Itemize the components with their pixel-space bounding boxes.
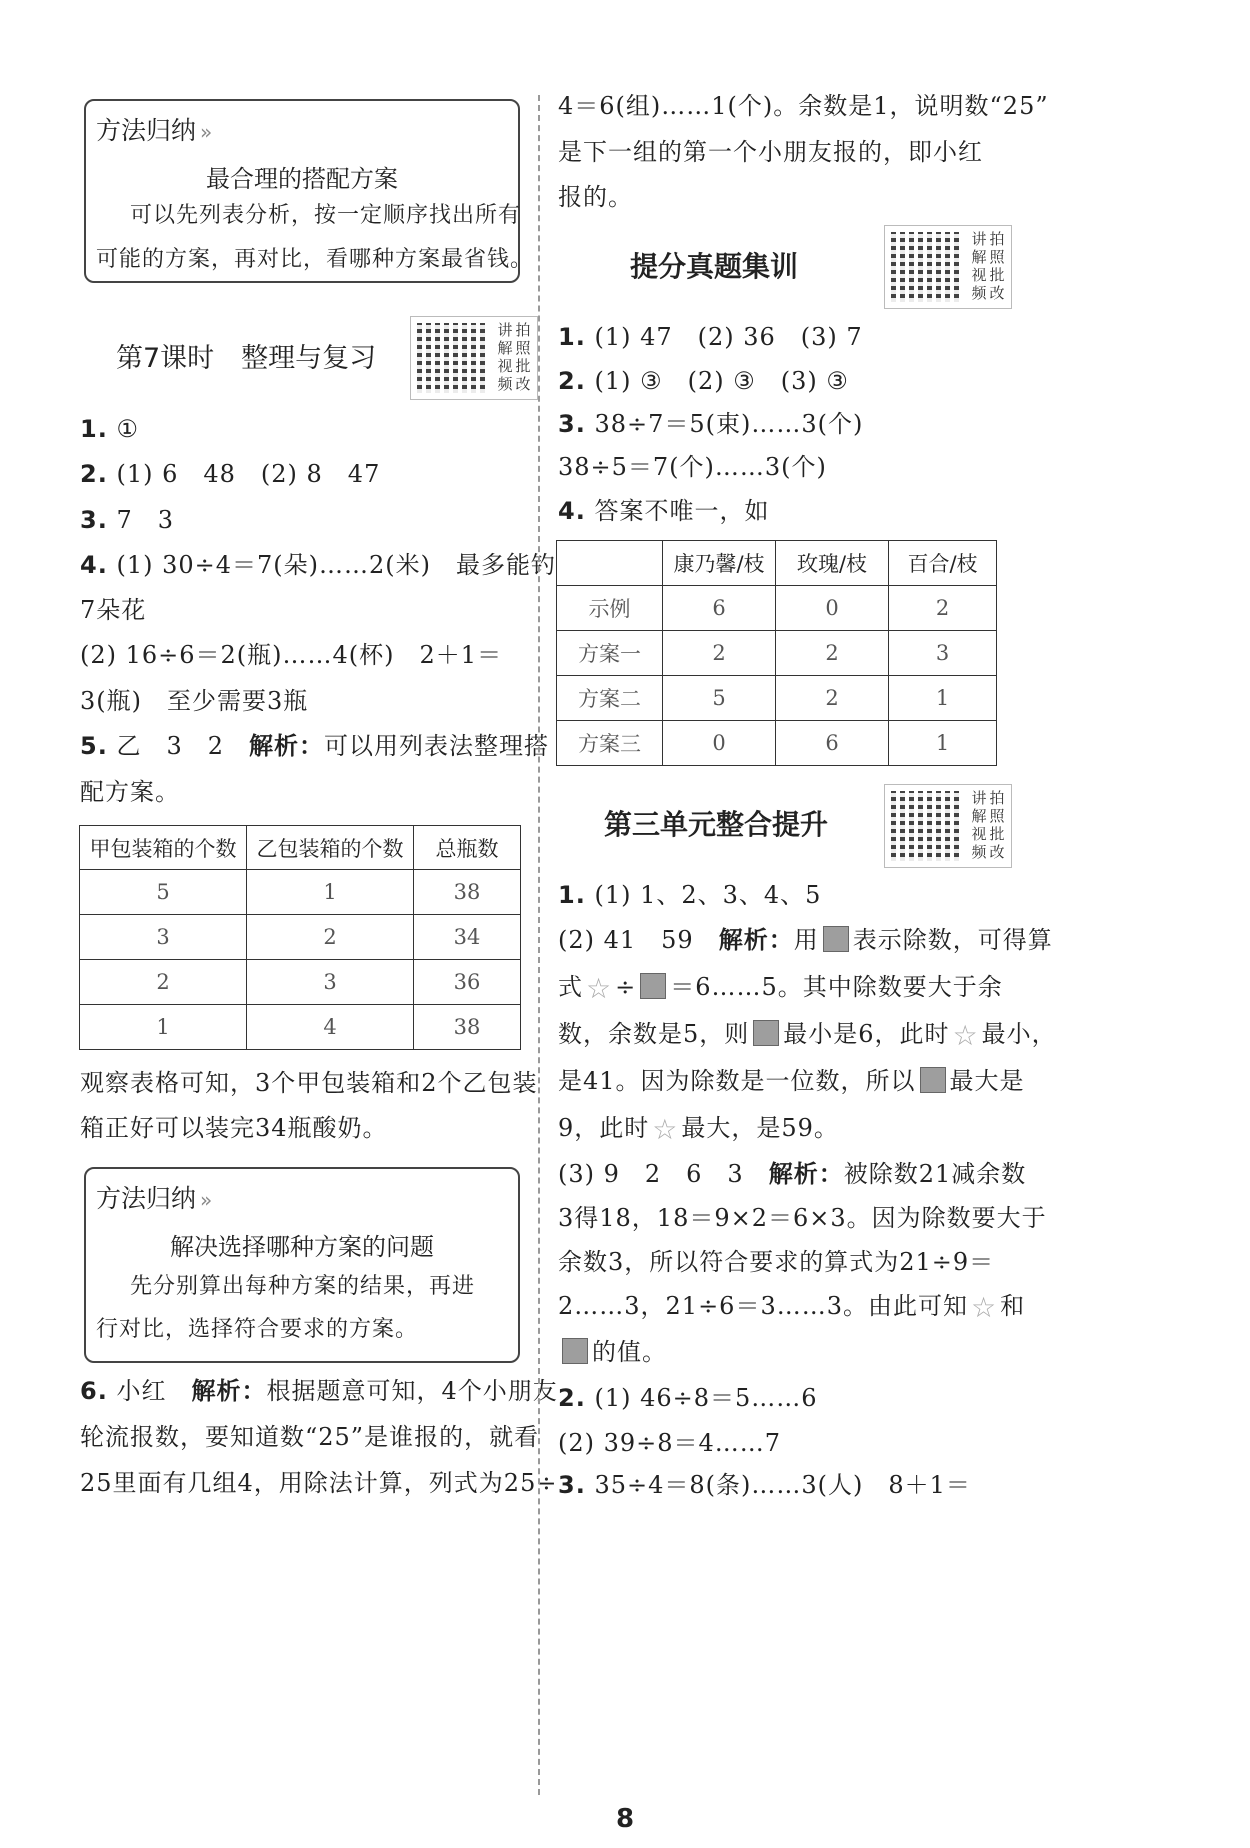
s1-q1: 1. (1) 47 (2) 36 (3) 7 [558, 323, 863, 351]
qr-label-char: 批 [515, 357, 531, 375]
qr-label [969, 230, 1007, 302]
table-cell: 38 [414, 870, 521, 915]
qr-label-char: 频 [971, 843, 987, 861]
lesson-title: 第7课时 整理与复习 [116, 343, 377, 374]
qr-label-char: 讲 [971, 789, 987, 807]
table-cell: 1 [889, 676, 997, 721]
q6: 25里面有几组4，用除法计算，列式为25÷ [80, 1469, 558, 1497]
table-note: 箱正好可以装完34瓶酸奶。 [80, 1114, 388, 1142]
s2-q1: 2……3，21÷6＝3……3。由此可知 ☆ 和 [558, 1291, 1026, 1324]
table-header: 康乃馨/枝 [663, 541, 776, 586]
square-icon [920, 1067, 946, 1093]
qr-label-char: 解 [497, 339, 513, 357]
qr-code [410, 316, 538, 400]
table-cell: 2 [663, 631, 776, 676]
s2-q2: 2. (1) 46÷8＝5……6 [558, 1384, 818, 1412]
flower-table [556, 540, 997, 766]
qr-label-char: 拍 [515, 321, 531, 339]
table-cell: 示例 [557, 586, 663, 631]
s2-q1: 3得18，18＝9×2＝6×3。因为除数要大于 [558, 1204, 1047, 1232]
table-cell: 0 [663, 721, 776, 766]
qr-label-char: 拍 [989, 789, 1005, 807]
table-cell: 3 [80, 915, 247, 960]
star-icon: ☆ [971, 1291, 998, 1324]
method-text: 先分别算出每种方案的结果，再进 [130, 1274, 476, 1299]
qr-label [495, 321, 533, 393]
method-tag: 方法归纳 » [96, 116, 213, 145]
q2: 2. (1) 6 48 (2) 8 47 [80, 460, 381, 488]
table-cell: 3 [247, 960, 414, 1005]
square-icon [562, 1338, 588, 1364]
q6-continued: 是下一组的第一个小朋友报的，即小红 [558, 138, 983, 166]
table-cell: 2 [889, 586, 997, 631]
q4: (2) 16÷6＝2(瓶)……4(杯) 2＋1＝ [80, 641, 503, 669]
s2-q1: 式 ☆ ÷ ＝6……5。其中除数要大于余 [558, 972, 1003, 1005]
qr-code-icon [891, 791, 961, 861]
qr-label-char: 照 [989, 248, 1005, 266]
s2-q1: 的值。 [558, 1337, 667, 1367]
qr-label-char: 改 [989, 284, 1005, 302]
qr-code [884, 225, 1012, 309]
q4: 4. (1) 30÷4＝7(朵)……2(米) 最多能钓 [80, 551, 557, 579]
star-icon: ☆ [652, 1113, 679, 1146]
method-tag: 方法归纳 » [96, 1184, 213, 1213]
qr-code-icon [417, 323, 487, 393]
square-icon [753, 1020, 779, 1046]
table-cell: 2 [776, 631, 889, 676]
table-header: 甲包装箱的个数 [80, 826, 247, 870]
table-cell: 方案一 [557, 631, 663, 676]
table-cell: 6 [776, 721, 889, 766]
table-header [557, 541, 663, 586]
star-icon: ☆ [952, 1019, 979, 1052]
q4: 3(瓶) 至少需要3瓶 [80, 687, 309, 715]
s1-q3: 38÷5＝7(个)……3(个) [558, 453, 827, 481]
s2-q1: 1. (1) 1、2、3、4、5 [558, 881, 822, 909]
s2-q1: 余数3，所以符合要求的算式为21÷9＝ [558, 1248, 995, 1276]
table-cell: 3 [889, 631, 997, 676]
chevron-icon: » [200, 1188, 213, 1212]
s1-q2: 2. (1) ③ (2) ③ (3) ③ [558, 367, 849, 395]
qr-code [884, 784, 1012, 868]
qr-label-char: 改 [989, 843, 1005, 861]
table-note: 观察表格可知，3个甲包装箱和2个乙包装 [80, 1069, 538, 1097]
square-icon [823, 926, 849, 952]
q6: 轮流报数，要知道数“25”是谁报的，就看 [80, 1423, 540, 1451]
q4: 7朵花 [80, 596, 147, 624]
s2-q1: 是41。因为除数是一位数，所以 最大是 [558, 1067, 1025, 1095]
qr-label-char: 解 [971, 807, 987, 825]
s2-q1: (3) 9 2 6 3 解析：被除数21减余数 [558, 1160, 1027, 1188]
method-text: 可以先列表分析，按一定顺序找出所有 [130, 203, 522, 228]
method-text: 行对比，选择符合要求的方案。 [96, 1317, 419, 1342]
table-cell: 34 [414, 915, 521, 960]
q5: 5. 乙 3 2 解析：可以用列表法整理搭 [80, 732, 550, 760]
table-cell: 6 [663, 586, 776, 631]
table-cell: 38 [414, 1005, 521, 1050]
s2-q2: (2) 39÷8＝4……7 [558, 1429, 782, 1457]
table-cell: 1 [80, 1005, 247, 1050]
table-cell: 2 [247, 915, 414, 960]
table-cell: 5 [80, 870, 247, 915]
table-cell: 2 [776, 676, 889, 721]
method-title: 最合理的搭配方案 [206, 165, 398, 193]
qr-label-char: 讲 [497, 321, 513, 339]
s2-q1: 数，余数是5，则 最小是6，此时 ☆ 最小， [558, 1019, 1057, 1052]
method-title: 解决选择哪种方案的问题 [170, 1233, 434, 1261]
q6: 6. 小红 解析：根据题意可知，4个小朋友 [80, 1377, 558, 1405]
table-cell: 4 [247, 1005, 414, 1050]
table-cell: 0 [776, 586, 889, 631]
q6-continued: 报的。 [558, 183, 633, 211]
table-cell: 方案三 [557, 721, 663, 766]
qr-label [969, 789, 1007, 861]
table-cell: 方案二 [557, 676, 663, 721]
qr-label-char: 批 [989, 825, 1005, 843]
table-header: 乙包装箱的个数 [247, 826, 414, 870]
table-cell: 1 [889, 721, 997, 766]
q1: 1. ① [80, 415, 139, 443]
packing-table [79, 825, 521, 1050]
qr-code-icon [891, 232, 961, 302]
section-title: 提分真题集训 [630, 250, 799, 283]
q5: 配方案。 [80, 778, 180, 806]
s2-q1: 9，此时 ☆ 最大，是59。 [558, 1113, 839, 1146]
q6-continued: 4＝6(组)……1(个)。余数是1，说明数“25” [558, 92, 1049, 120]
qr-label-char: 频 [971, 284, 987, 302]
q3: 3. 7 3 [80, 506, 175, 534]
qr-label-char: 解 [971, 248, 987, 266]
qr-label-char: 视 [497, 357, 513, 375]
s2-q3: 3. 35÷4＝8(条)……3(人) 8＋1＝ [558, 1471, 971, 1499]
s1-q4: 4. 答案不唯一，如 [558, 497, 770, 525]
method-text: 可能的方案，再对比，看哪种方案最省钱。 [96, 247, 534, 272]
method-box-1 [84, 99, 534, 283]
qr-label-char: 视 [971, 825, 987, 843]
s1-q3: 3. 38÷7＝5(束)……3(个) [558, 410, 864, 438]
qr-label-char: 批 [989, 266, 1005, 284]
qr-label-char: 讲 [971, 230, 987, 248]
qr-label-char: 频 [497, 375, 513, 393]
table-header: 总瓶数 [414, 826, 521, 870]
star-icon: ☆ [586, 972, 613, 1005]
page-number: 8 [615, 1804, 635, 1834]
qr-label-char: 照 [989, 807, 1005, 825]
method-box-2 [84, 1167, 520, 1363]
section-title: 第三单元整合提升 [604, 808, 829, 841]
qr-label-char: 拍 [989, 230, 1005, 248]
square-icon [640, 973, 666, 999]
qr-label-char: 改 [515, 375, 531, 393]
table-cell: 2 [80, 960, 247, 1005]
column-divider [538, 95, 540, 1795]
table-cell: 1 [247, 870, 414, 915]
table-cell: 5 [663, 676, 776, 721]
qr-label-char: 照 [515, 339, 531, 357]
qr-label-char: 视 [971, 266, 987, 284]
chevron-icon: » [200, 120, 213, 144]
table-cell: 36 [414, 960, 521, 1005]
table-header: 百合/枝 [889, 541, 997, 586]
table-header: 玫瑰/枝 [776, 541, 889, 586]
s2-q1: (2) 41 59 解析：用 表示除数，可得算 [558, 926, 1053, 954]
